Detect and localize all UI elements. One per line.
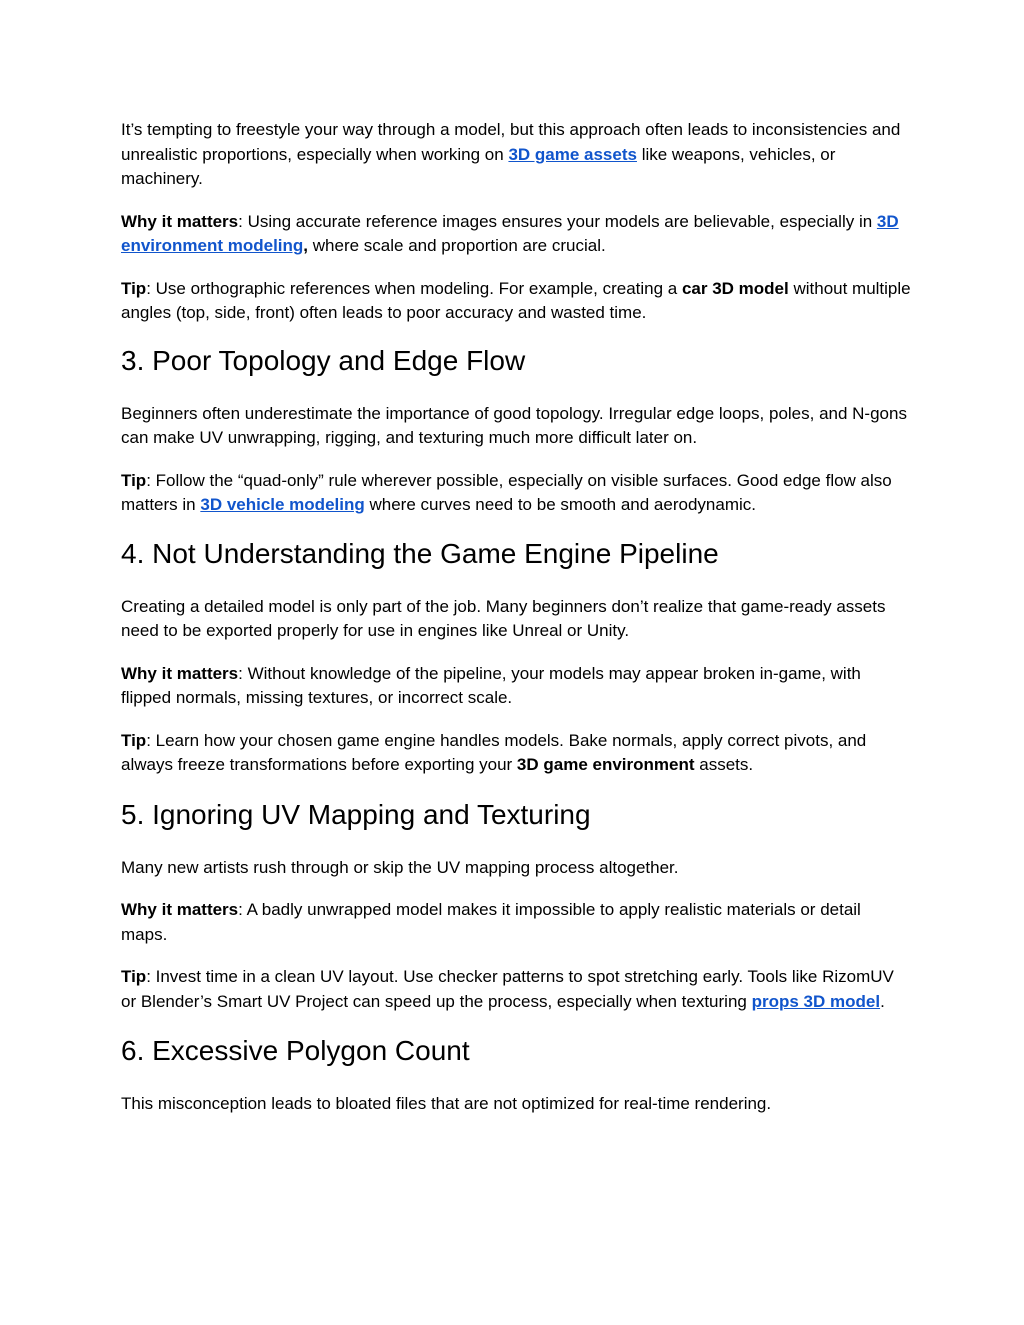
section-5-tip: Tip: Invest time in a clean UV layout. Use checker patterns to spot stretching early. Tools like RizomUV or Blender’s Smart UV Project can speed up the process, especially when texturing props 3D model. (121, 967, 894, 1011)
section-5-heading: 5. Ignoring UV Mapping and Texturing (121, 798, 591, 830)
section-5-why-it-matters: Why it matters: A badly unwrapped model makes it impossible to apply realistic materials or detail maps. (121, 900, 861, 944)
section-6-heading: 6. Excessive Polygon Count (121, 1035, 470, 1066)
section-4-heading: 4. Not Understanding the Game Engine Pipeline (121, 537, 719, 569)
section-6-body: This misconception leads to bloated files that are not optimized for real-time rendering. (121, 1094, 772, 1113)
section-5-body: Many new artists rush through or skip the UV mapping process altogether. (121, 857, 679, 877)
why-label: Why it matters (121, 663, 239, 683)
section-3-tip: Tip: Follow the “quad-only” rule wherever possible, especially on visible surfaces. Good edge flow also matters in 3D vehicle modeling where curves need to be smooth and aerodynamic. (121, 470, 892, 514)
section-4-why-it-matters: Why it matters: Without knowledge of the pipeline, your models may appear broken in-game, with flipped normals, missing textures, or incorrect scale. (121, 663, 861, 707)
why-label: Why it matters (121, 900, 239, 919)
tip-label: Tip (121, 278, 147, 298)
section-4-tip: Tip: Learn how your chosen game engine handles models. Bake normals, apply correct pivots, and always freeze transformations before exporting your 3D game environment assets. (121, 730, 867, 774)
tip-label: Tip (121, 730, 147, 750)
link-3d-vehicle-modeling[interactable]: 3D vehicle modeling (200, 495, 365, 514)
link-3d-game-assets[interactable]: 3D game assets (508, 144, 637, 164)
section-3-body: Beginners often underestimate the importance of good topology. Irregular edge loops, poles, and N-gons can make UV unwrapping, rigging, and texturing much more difficult later on. (121, 403, 907, 447)
section-4-body: Creating a detailed model is only part of the job. Many beginners don’t realize that game-ready assets need to be exported properly for use in engines like Unreal or Unity. (121, 596, 886, 640)
section-3-heading: 3. Poor Topology and Edge Flow (121, 344, 526, 376)
link-props-3d-model[interactable]: props 3D model (751, 991, 881, 1011)
link-3d-environment-modeling[interactable]: 3D environment modeling (121, 211, 899, 255)
why-label: Why it matters (121, 211, 239, 231)
bold-3d-game-environment: 3D game environment (516, 755, 695, 774)
intro-tip: Tip: Use orthographic references when modeling. For example, creating a car 3D model without multiple angles (top, side, front) often leads to poor accuracy and wasted time. (121, 278, 911, 322)
tip-label: Tip (121, 470, 147, 490)
tip-label: Tip (121, 967, 147, 986)
intro-paragraph: It’s tempting to freestyle your way through a model, but this approach often leads to inconsistencies and unrealistic proportions, especially when working on 3D game assets like weapons, vehicles, or machinery. (121, 120, 901, 188)
document-page (121, 118, 911, 1135)
intro-why-it-matters: Why it matters: Using accurate reference images ensures your models are believable, especially in 3D environment modeling, where scale and proportion are crucial. (121, 211, 899, 255)
bold-car-3d-model: car 3D model (681, 278, 789, 298)
